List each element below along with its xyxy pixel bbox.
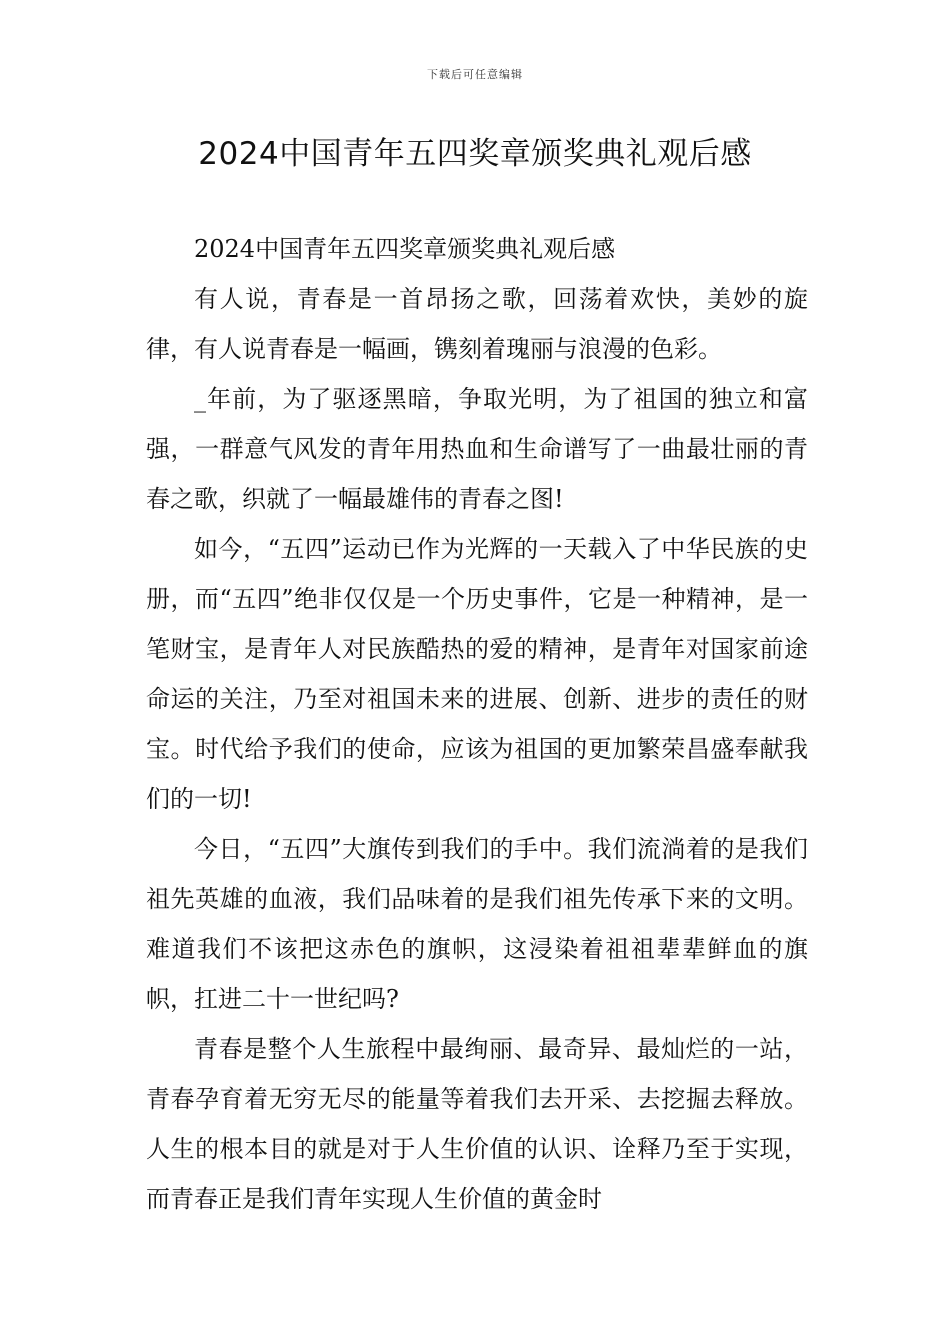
paragraph: 有人说，青春是一首昂扬之歌，回荡着欢快，美妙的旋律，有人说青春是一幅画，镌刻着瑰丽与浪漫的色彩。 xyxy=(146,285,808,363)
page-header-note: 下载后可任意编辑 xyxy=(427,68,523,81)
paragraph: _年前，为了驱逐黑暗，争取光明，为了祖国的独立和富强，一群意气风发的青年用热血和生命谱写了一曲最壮丽的青春之歌，织就了一幅最雄伟的青春之图! xyxy=(146,385,808,513)
document-body xyxy=(146,224,808,1224)
paragraph: 2024中国青年五四奖章颁奖典礼观后感 xyxy=(194,235,616,263)
document-title: 2024中国青年五四奖章颁奖典礼观后感 xyxy=(198,136,752,172)
paragraph: 如今，“五四”运动已作为光辉的一天载入了中华民族的史册，而“五四”绝非仅仅是一个历史事件，它是一种精神，是一笔财宝，是青年人对民族酷热的爱的精神，是青年对国家前途命运的关注，乃至对祖国未来的进展、创新、进步的责任的财宝。时代给予我们的使命，应该为祖国的更加繁荣昌盛奉献我们的一切! xyxy=(146,535,808,813)
paragraph: 今日，“五四”大旗传到我们的手中。我们流淌着的是我们祖先英雄的血液，我们品味着的是我们祖先传承下来的文明。难道我们不该把这赤色的旗帜，这浸染着祖祖辈辈鲜血的旗帜，扛进二十一世纪吗? xyxy=(146,835,808,1013)
paragraph: 青春是整个人生旅程中最绚丽、最奇异、最灿烂的一站，青春孕育着无穷无尽的能量等着我们去开采、去挖掘去释放。人生的根本目的就是对于人生价值的认识、诠释乃至于实现，而青春正是我们青年实现人生价值的黄金时 xyxy=(146,1035,808,1213)
